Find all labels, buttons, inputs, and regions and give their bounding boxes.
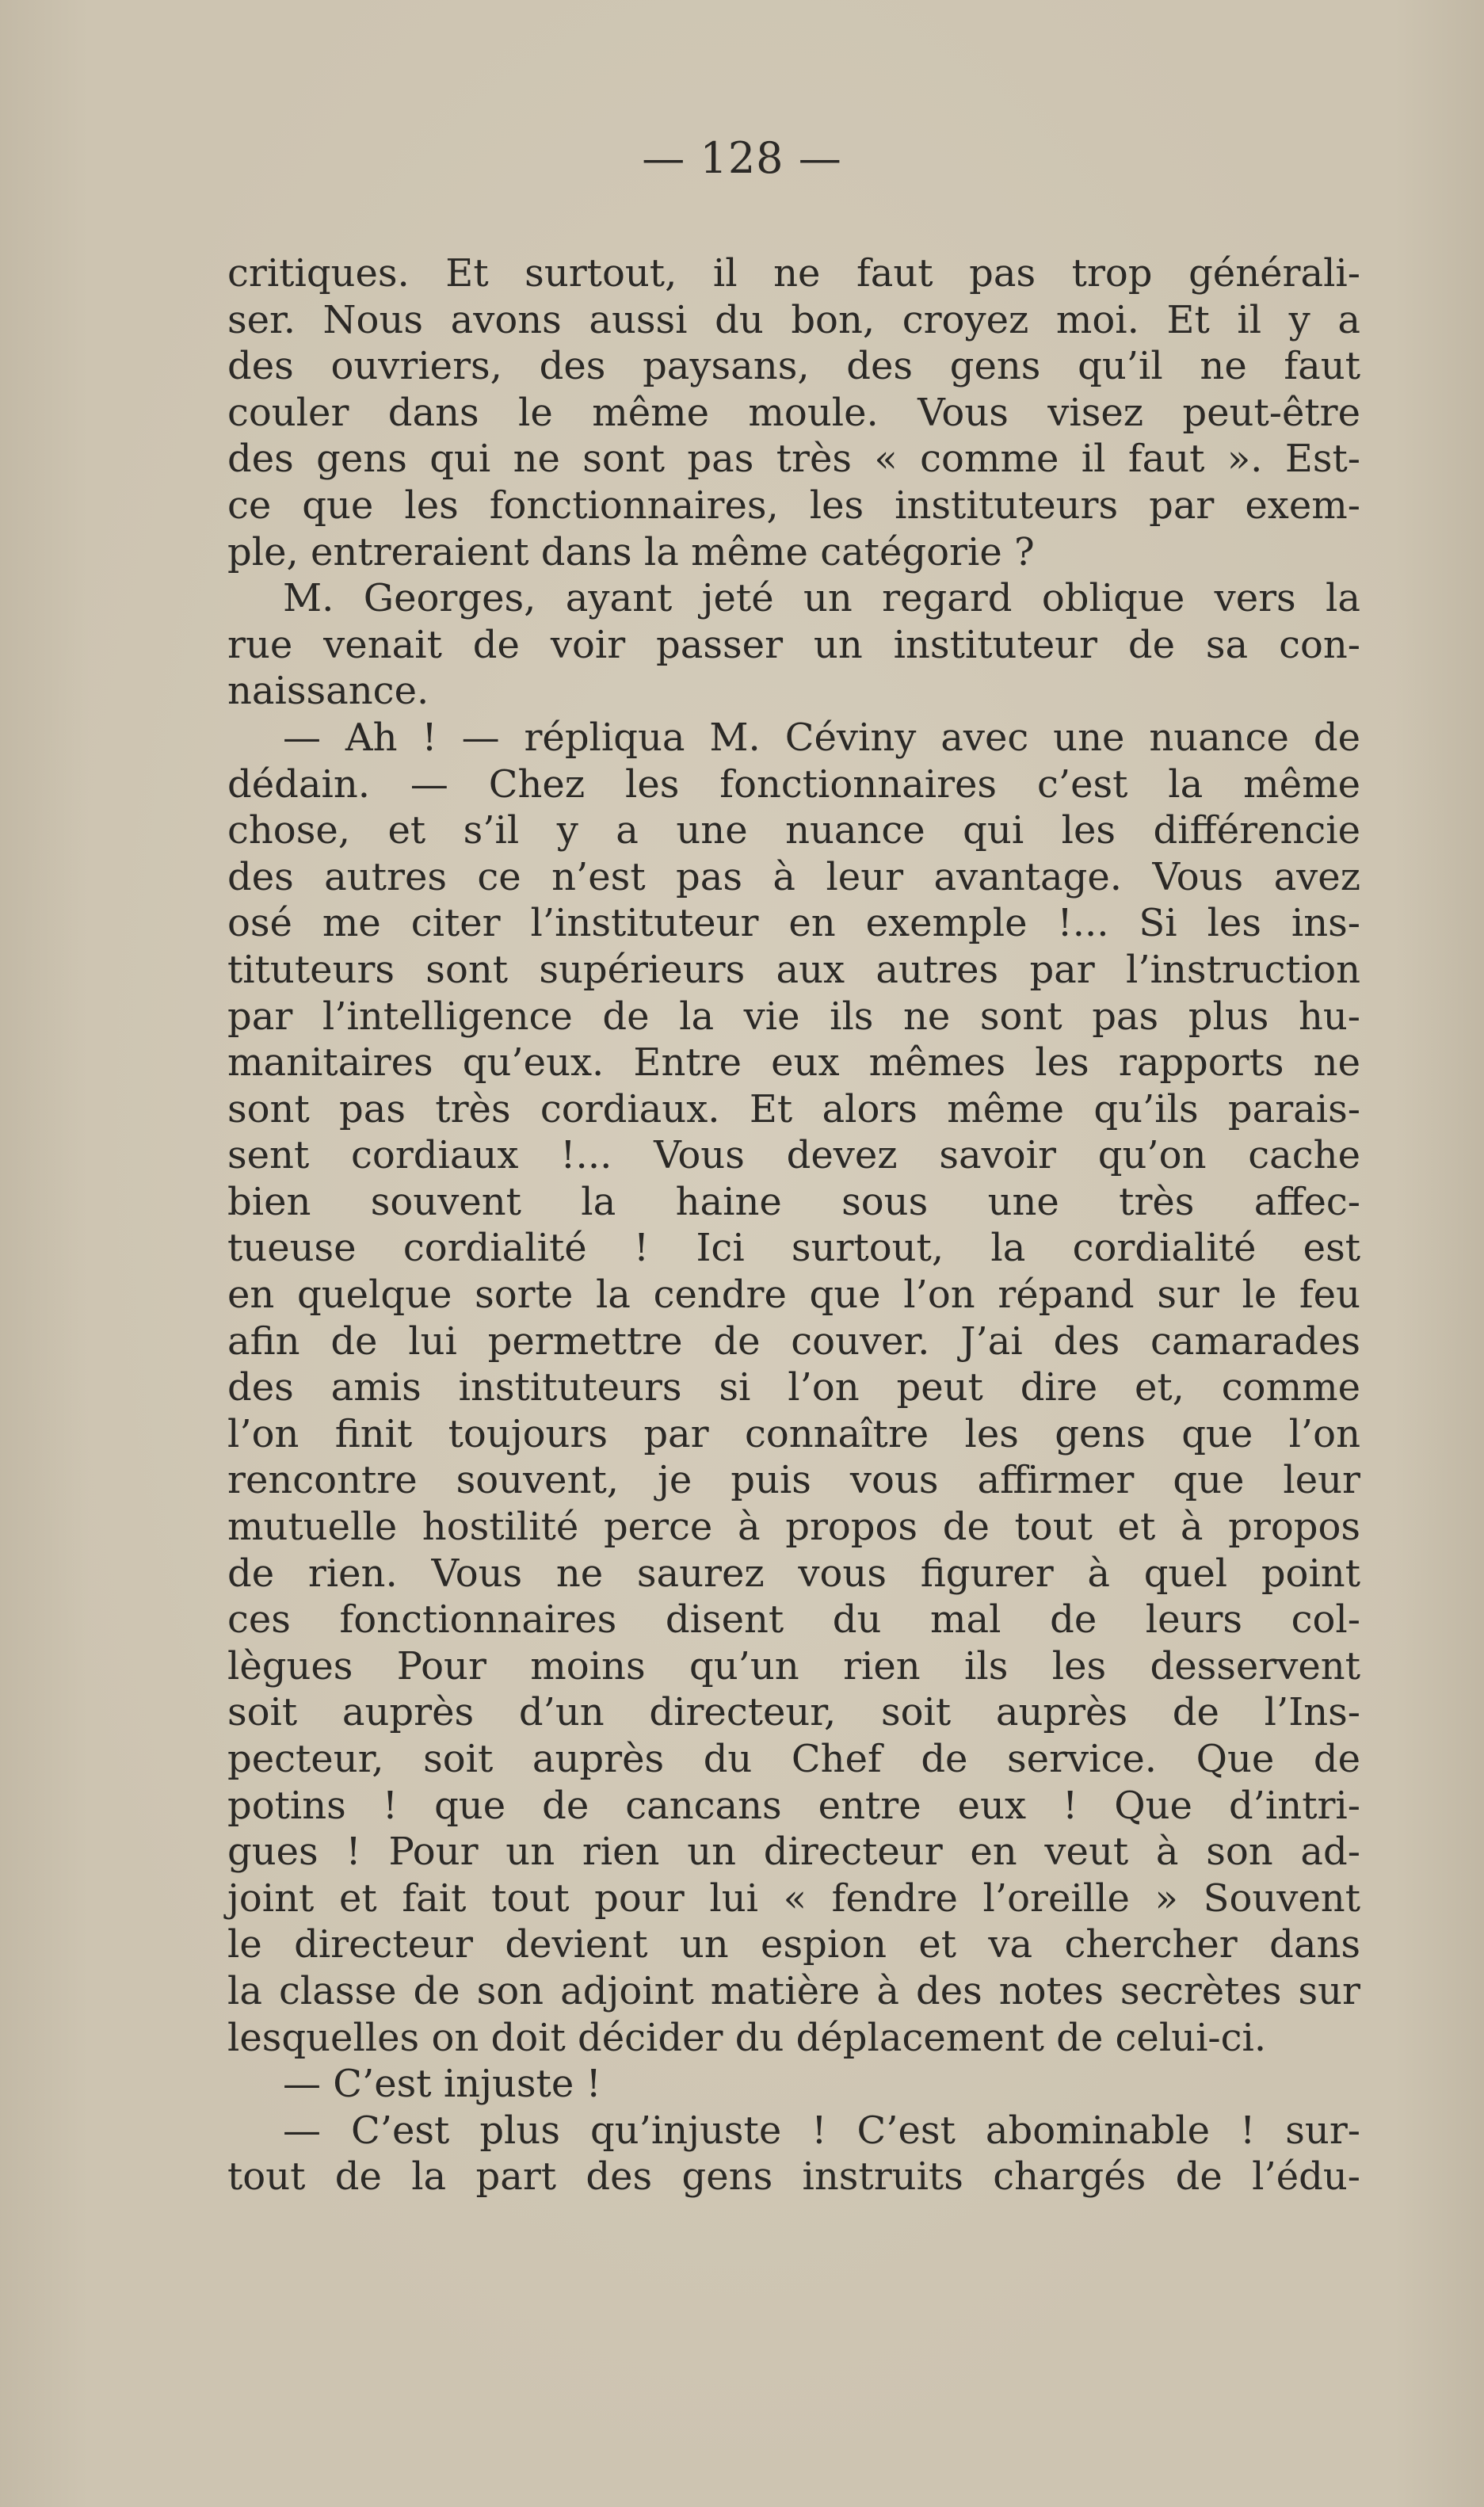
text-line: ser. Nous avons aussi du bon, croyez moi. Et il y a	[227, 297, 1360, 342]
text-line: gues ! Pour un rien un directeur en veut à son ad-	[227, 1830, 1360, 1875]
text-line: potins ! que de cancans entre eux ! Que d’intri-	[227, 1783, 1360, 1828]
text-line: sont pas très cordiaux. Et alors même qu’ils parais-	[227, 1086, 1360, 1131]
text-line: de rien. Vous ne saurez vous figurer à quel point	[227, 1551, 1360, 1596]
text-line: rencontre souvent, je puis vous affirmer que leur	[227, 1458, 1360, 1503]
text-line: manitaires qu’eux. Entre eux mêmes les rapports ne	[227, 1040, 1360, 1086]
text-line: osé me citer l’instituteur en exemple !... Si les ins-	[227, 901, 1360, 946]
text-line: naissance.	[227, 669, 429, 714]
text-line: M. Georges, ayant jeté un regard oblique vers la	[283, 576, 1360, 621]
text-line: sent cordiaux !... Vous devez savoir qu’on cache	[227, 1133, 1360, 1178]
text-line: — C’est plus qu’injuste ! C’est abominable ! sur-	[283, 2108, 1360, 2153]
text-line: lègues Pour moins qu’un rien ils les desservent	[227, 1643, 1360, 1689]
text-line: l’on finit toujours par connaître les gens que l’on	[227, 1411, 1360, 1456]
body-text	[227, 250, 1360, 2200]
page-number: — 128 —	[642, 133, 842, 183]
text-line: la classe de son adjoint matière à des notes secrètes sur	[227, 1968, 1360, 2013]
text-line: — C’est injuste !	[283, 2062, 601, 2107]
text-line: le directeur devient un espion et va chercher dans	[227, 1922, 1360, 1967]
text-line: des gens qui ne sont pas très « comme il faut ». Est-	[227, 437, 1360, 482]
text-line: des ouvriers, des paysans, des gens qu’il ne faut	[227, 344, 1360, 389]
text-line: joint et fait tout pour lui « fendre l’oreille » Souvent	[227, 1875, 1360, 1921]
text-line: des amis instituteurs si l’on peut dire et, comme	[227, 1365, 1360, 1410]
text-line: bien souvent la haine sous une très affec-	[227, 1179, 1360, 1224]
text-line: tout de la part des gens instruits chargés de l’édu-	[227, 2154, 1360, 2200]
text-line: pecteur, soit auprès du Chef de service. Que de	[227, 1737, 1360, 1781]
text-line: lesquelles on doit décider du déplacement de celui-ci.	[227, 2015, 1267, 2060]
text-line: en quelque sorte la cendre que l’on répand sur le feu	[227, 1273, 1360, 1318]
text-line: mutuelle hostilité perce à propos de tout et à propos	[227, 1505, 1360, 1550]
text-line: rue venait de voir passer un instituteur de sa con-	[227, 622, 1360, 667]
text-line: ces fonctionnaires disent du mal de leurs col-	[227, 1597, 1360, 1643]
text-line: dédain. — Chez les fonctionnaires c’est la même	[227, 761, 1360, 807]
text-line: chose, et s’il y a une nuance qui les différencie	[227, 808, 1360, 853]
text-line: ple, entreraient dans la même catégorie ?	[227, 529, 1035, 574]
text-line: — Ah ! — répliqua M. Céviny avec une nuance de	[283, 715, 1360, 760]
text-line: soit auprès d’un directeur, soit auprès de l’Ins-	[227, 1690, 1360, 1735]
text-line: ce que les fonctionnaires, les instituteurs par exem-	[227, 483, 1360, 528]
text-line: couler dans le même moule. Vous visez peut-être	[227, 390, 1360, 435]
text-line: des autres ce n’est pas à leur avantage. Vous avez	[227, 854, 1360, 899]
text-line: afin de lui permettre de couver. J’ai des camarades	[227, 1318, 1360, 1364]
text-line: tueuse cordialité ! Ici surtout, la cordialité est	[227, 1226, 1360, 1271]
text-line: tituteurs sont supérieurs aux autres par l’instruction	[227, 947, 1360, 992]
text-line: par l’intelligence de la vie ils ne sont pas plus hu-	[227, 994, 1360, 1039]
text-line: critiques. Et surtout, il ne faut pas trop générali-	[227, 251, 1360, 296]
